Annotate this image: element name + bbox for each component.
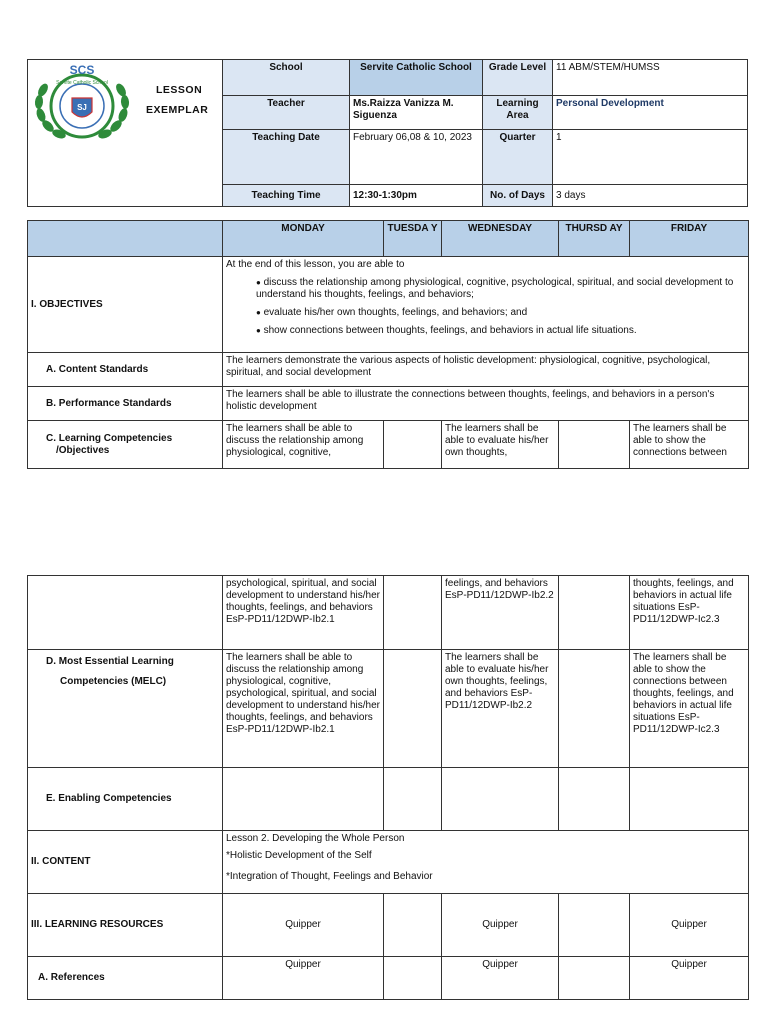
learning-competency-wednesday: The learners shall be able to evaluate his/her own thoughts, — [442, 421, 559, 469]
header-logo-cell — [28, 60, 223, 207]
grade-level-value: 11 ABM/STEM/HUMSS — [553, 60, 748, 96]
content-standards-text: The learners demonstrate the various aspects of holistic development: physiological, cognitive, psychological, spiritual, and social development — [223, 353, 749, 387]
header-table — [27, 59, 748, 207]
content-label: II. CONTENT — [28, 831, 223, 894]
day-header-wednesday: WEDNESDAY — [442, 221, 559, 257]
melc-wednesday: The learners shall be able to evaluate his/her own thoughts, feelings, and behaviors EsP-PD11/12DWP-Ib2.2 — [442, 650, 559, 768]
svg-text:SCS: SCS — [69, 63, 95, 77]
school-value: Servite Catholic School — [350, 60, 483, 96]
svg-text:SJ: SJ — [77, 103, 87, 112]
content-cell: Lesson 2. Developing the Whole Person *Holistic Development of the Self *Integration of Thought, Feelings and Behavior — [223, 831, 749, 894]
teaching-time-label: Teaching Time — [223, 185, 350, 207]
day-header-thursday: THURSD AY — [559, 221, 630, 257]
learning-area-value: Personal Development — [553, 96, 748, 130]
lesson-table-page2 — [27, 575, 749, 1000]
resources-monday: Quipper — [223, 894, 384, 957]
performance-standards-text: The learners shall be able to illustrate the connections between thoughts, feelings, and behaviors in a person's holistic development — [223, 387, 749, 421]
day-header-monday: MONDAY — [223, 221, 384, 257]
references-label: A. References — [28, 957, 223, 1000]
content-standards-label: A. Content Standards — [28, 353, 223, 387]
learning-area-label: Learning Area — [483, 96, 553, 130]
resources-wednesday: Quipper — [442, 894, 559, 957]
learning-competency-monday: The learners shall be able to discuss the relationship among physiological, cognitive, — [223, 421, 384, 469]
quarter-value: 1 — [553, 130, 748, 185]
no-of-days-label: No. of Days — [483, 185, 553, 207]
performance-standards-label: B. Performance Standards — [28, 387, 223, 421]
teaching-date-value: February 06,08 & 10, 2023 — [350, 130, 483, 185]
day-header-friday: FRIDAY — [630, 221, 749, 257]
lesson-exemplar-title: LESSON EXEMPLAR — [146, 84, 209, 116]
melc-label: D. Most Essential Learning Competencies (MELC) — [28, 650, 223, 768]
references-friday: Quipper — [630, 957, 749, 1000]
lesson-table-page1 — [27, 220, 749, 469]
grade-level-label: Grade Level — [483, 60, 553, 96]
learning-competencies-label: C. Learning Competencies /Objectives — [28, 421, 223, 469]
teacher-value: Ms.Raizza Vanizza M. Siguenza — [350, 96, 483, 130]
learning-resources-label: III. LEARNING RESOURCES — [28, 894, 223, 957]
teaching-date-label: Teaching Date — [223, 130, 350, 185]
melc-monday: The learners shall be able to discuss the relationship among physiological, cognitive, psychological, spiritual, and social development to understand his/her thoughts, feelings, and behaviors EsP-PD11/12DWP-Ib2.1 — [223, 650, 384, 768]
resources-friday: Quipper — [630, 894, 749, 957]
teacher-label: Teacher — [223, 96, 350, 130]
quarter-label: Quarter — [483, 130, 553, 185]
melc-friday: The learners shall be able to show the connections between thoughts, feelings, and behaviors in actual life situations EsP-PD11/12DWP-Ic2.3 — [630, 650, 749, 768]
enabling-competencies-label: E. Enabling Competencies — [28, 768, 223, 831]
school-label: School — [223, 60, 350, 96]
no-of-days-value: 3 days — [553, 185, 748, 207]
teaching-time-value: 12:30-1:30pm — [350, 185, 483, 207]
objective-item: ● show connections between thoughts, feelings, and behaviors in actual life situations. — [256, 325, 637, 336]
objectives-intro: At the end of this lesson, you are able to — [226, 259, 405, 270]
learning-competency-friday: The learners shall be able to show the connections between — [630, 421, 749, 469]
objective-item: ● discuss the relationship among physiological, cognitive, psychological, spiritual, and social development to understand his thoughts, feelings, and behaviors; — [256, 277, 734, 300]
learning-competency-friday-cont: thoughts, feelings, and behaviors in actual life situations EsP-PD11/12DWP-Ic2.3 — [630, 576, 749, 650]
objectives-cell — [223, 257, 749, 353]
learning-competency-wednesday-cont: feelings, and behaviors EsP-PD11/12DWP-Ib2.2 — [442, 576, 559, 650]
svg-text:Servite Catholic School: Servite Catholic School — [56, 80, 108, 86]
learning-competency-monday-cont: psychological, spiritual, and social development to understand his/her thoughts, feelings, and behaviors EsP-PD11/12DWP-Ib2.1 — [223, 576, 384, 650]
objectives-label: I. OBJECTIVES — [28, 257, 223, 353]
objective-item: ● evaluate his/her own thoughts, feelings, and behaviors; and — [256, 307, 528, 318]
references-wednesday: Quipper — [442, 957, 559, 1000]
day-header-tuesday: TUESDA Y — [384, 221, 442, 257]
references-monday: Quipper — [223, 957, 384, 1000]
